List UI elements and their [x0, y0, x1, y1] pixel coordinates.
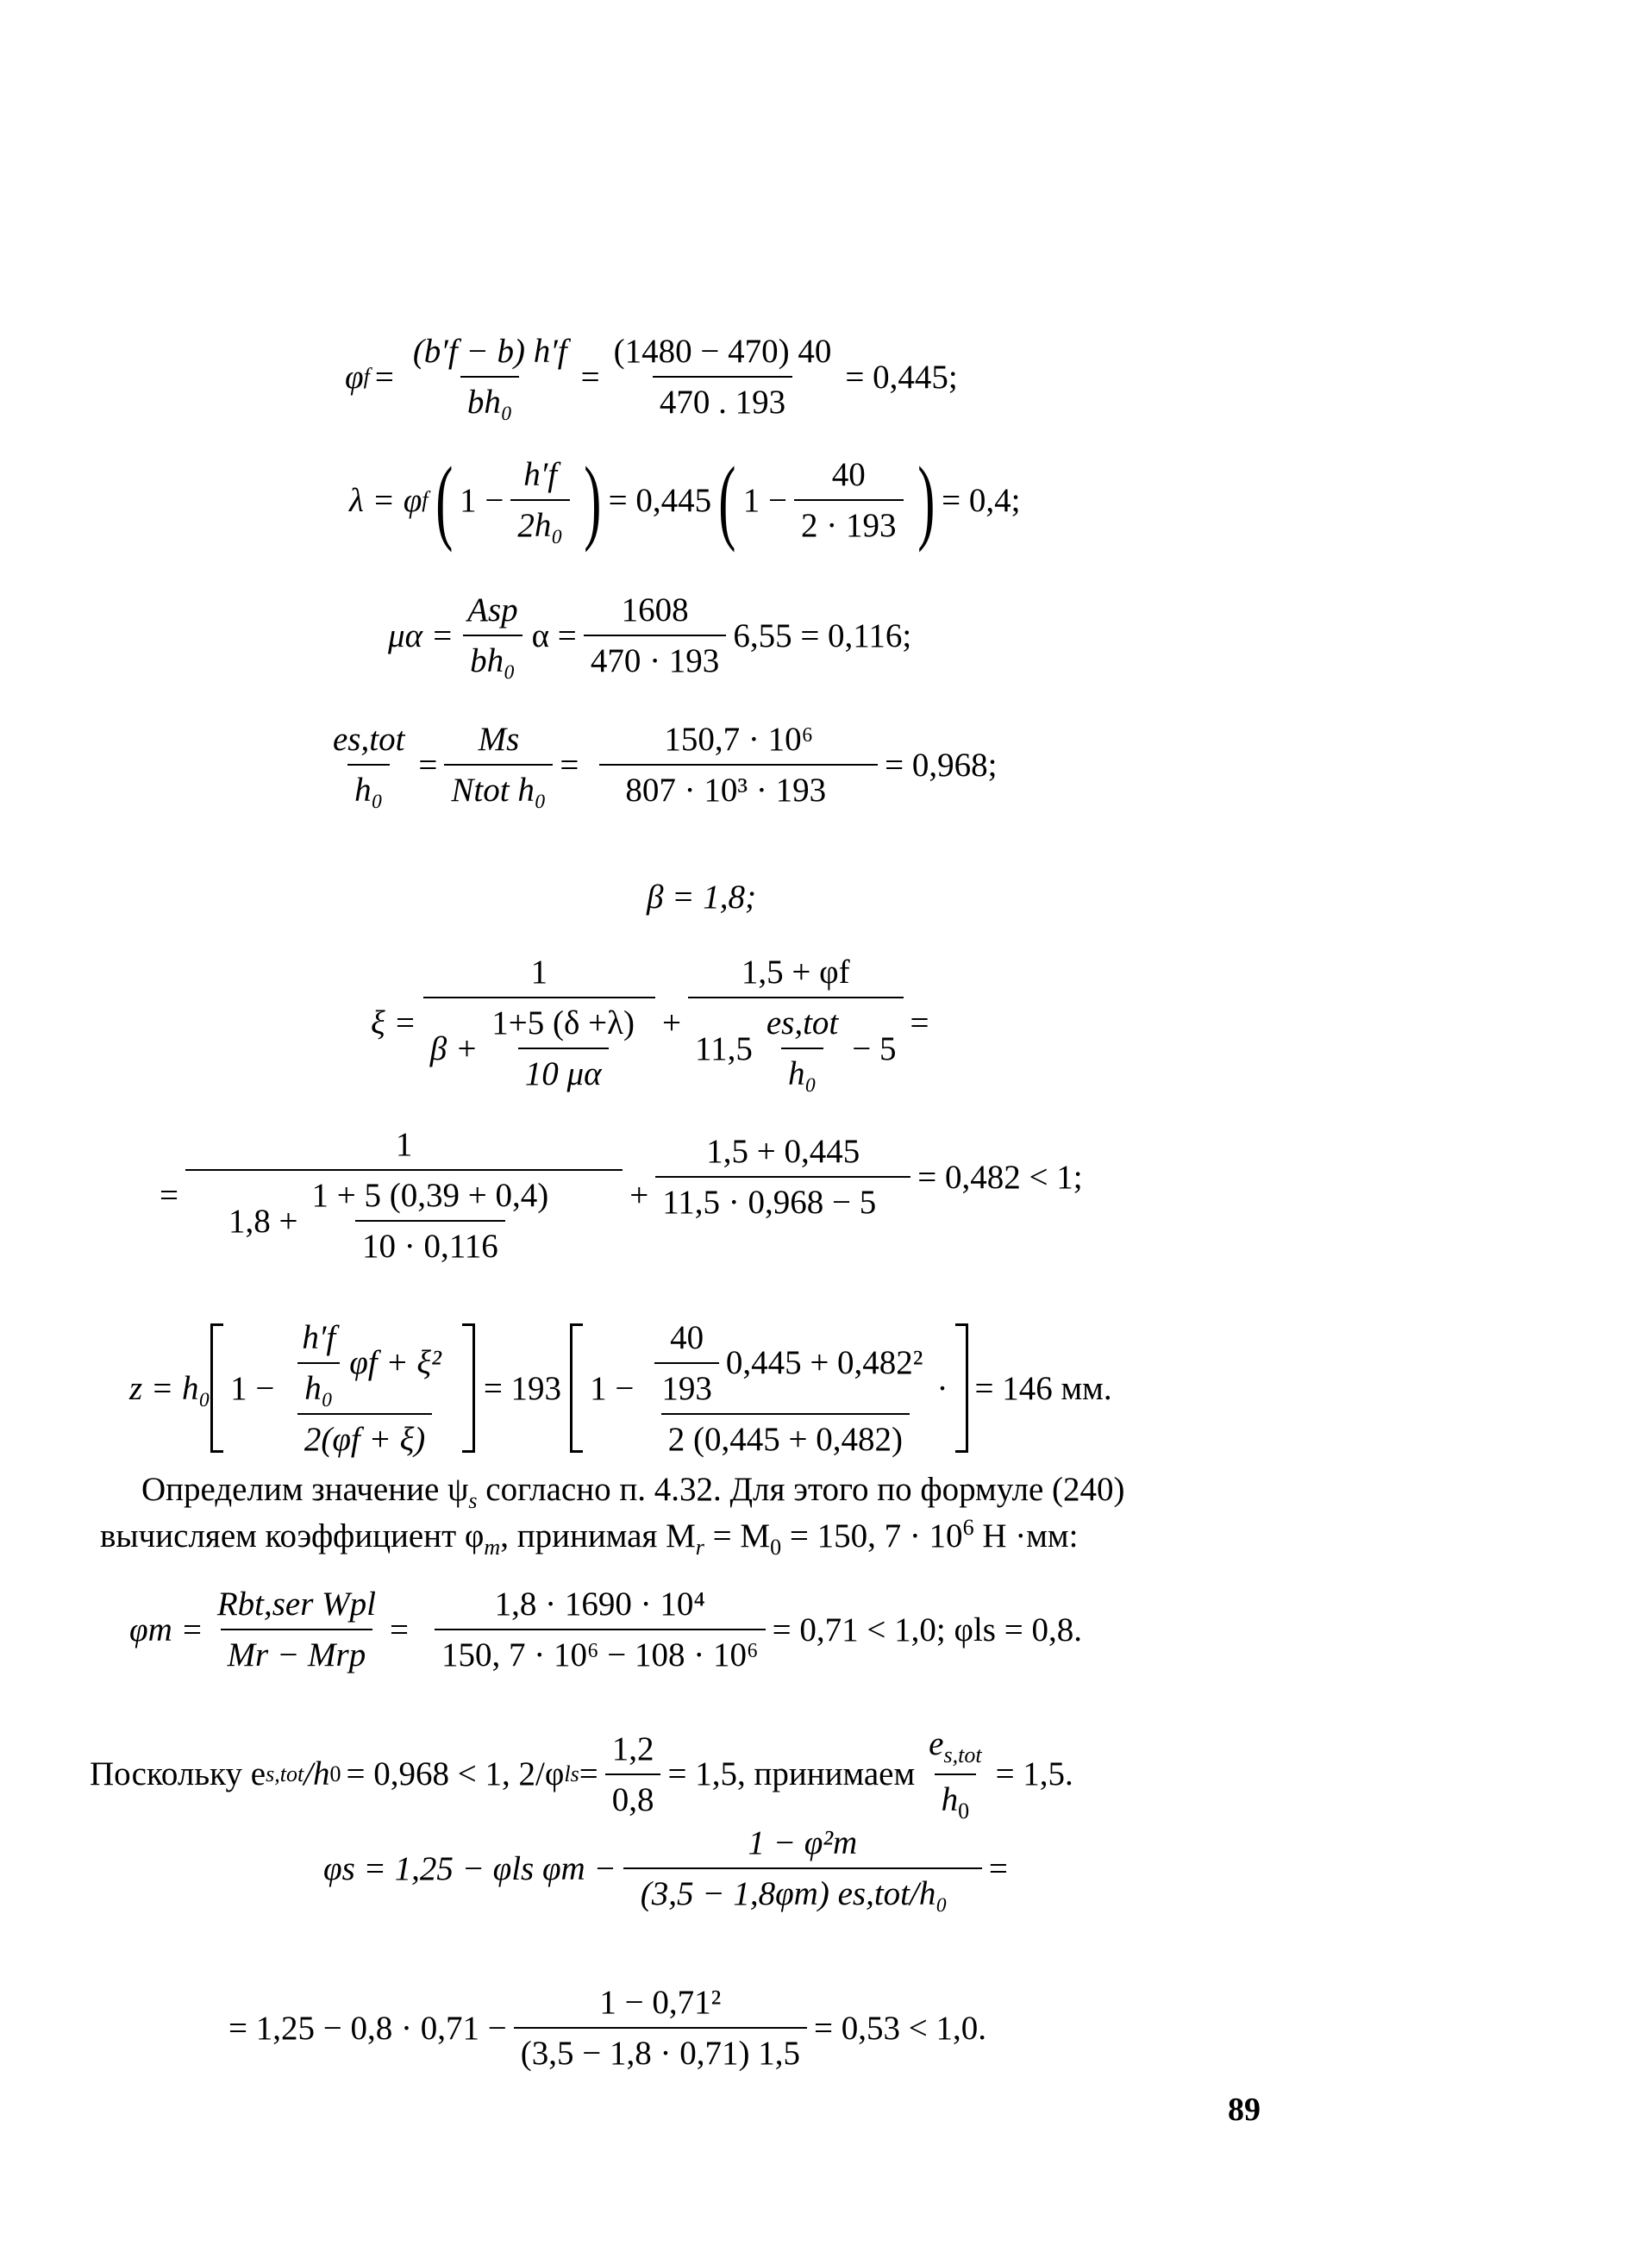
eq4-f3-num: 150,7 · 10⁶ — [664, 721, 814, 758]
eq7-plus: + — [629, 1177, 649, 1214]
eq3-f1-num: Asp — [467, 591, 518, 629]
eq4-eq2: = — [560, 746, 579, 784]
eq8-left-bracket — [210, 1323, 223, 1453]
eq4-fraction-2 — [444, 720, 553, 810]
eq2-f1-den: 2h₀ — [510, 499, 570, 545]
eq6-f1-den-a: β + — [429, 1029, 479, 1067]
para2-frac2-den-sub: 0 — [958, 1798, 970, 1823]
equation-phi-m — [129, 1585, 1082, 1674]
eq2-lhs: λ = φ — [349, 481, 422, 519]
eq7-result: = 0,482 < 1; — [917, 1159, 1083, 1196]
eq7-f1-num: 1 — [395, 1126, 413, 1163]
eq3-f2-den: 470 · 193 — [584, 635, 727, 680]
eq9-eq: = — [389, 1611, 409, 1648]
eq11-f-num: 1 − 0,71² — [599, 1984, 722, 2021]
eq2-right-paren-2: ) — [917, 447, 935, 553]
eq9-fraction-2 — [435, 1585, 766, 1674]
eq1-f2-num: (1480 − 470) 40 — [613, 333, 832, 370]
para2-sub1: s,tot — [266, 1761, 304, 1786]
eq4-eq: = — [418, 746, 438, 784]
equation-psi-s — [323, 1823, 1008, 1913]
para2-mid: /h — [303, 1755, 330, 1793]
eq1-f1-num: (b′f − b) h′f — [412, 333, 567, 370]
equation-beta — [647, 878, 756, 916]
eq1-lhs: φ — [345, 358, 364, 396]
eq8-den: 2(φf + ξ) — [297, 1413, 432, 1459]
para2-fraction — [605, 1730, 661, 1819]
para1-line2-rest2: = M — [704, 1517, 771, 1555]
eq8-num-frac-num: h′f — [302, 1318, 336, 1356]
eq6-f1-num: 1 — [530, 954, 548, 991]
eq8-dot: · — [936, 1369, 948, 1407]
eq9-f1-num: Rbt,ser Wpl — [216, 1586, 376, 1623]
equation-lambda — [349, 447, 1021, 553]
eq8-num — [281, 1318, 448, 1413]
eq3-alpha: α = — [531, 616, 577, 654]
eq8-num-rest: φf + ξ² — [349, 1344, 441, 1381]
eq4-f2-num: Ms — [478, 721, 520, 758]
para1-line2-sub2: r — [695, 1534, 704, 1560]
eq10-f-num: 1 − φ²m — [748, 1824, 858, 1861]
eq8-lhs: z = h₀ — [129, 1369, 211, 1407]
eq6-f2-num: 1,5 + φf — [741, 954, 850, 991]
eq2-mid: = 0,445 — [608, 481, 712, 519]
para2-frac-num: 1,2 — [611, 1730, 654, 1767]
eq9-fraction-1 — [210, 1585, 383, 1674]
eq7-f1-den-frac — [305, 1176, 556, 1266]
eq8-result: = 146 мм. — [974, 1369, 1112, 1407]
eq2-fraction-1 — [510, 455, 570, 545]
eq2-right-paren: ) — [584, 447, 602, 553]
para2-after: = 1,5, принимаем — [667, 1755, 916, 1793]
para2-mid2: = 0,968 < 1, 2/φ — [346, 1755, 565, 1793]
eq2-lhs-sub: f — [422, 487, 429, 512]
para2-frac2-num: e — [929, 1725, 944, 1762]
paragraph-psi-s — [100, 1470, 1281, 1561]
eq2-f2-den: 2 · 193 — [794, 499, 904, 545]
eq10-eq: = — [988, 1849, 1008, 1887]
eq8-den2: 2 (0,445 + 0,482) — [661, 1413, 910, 1459]
para1-line2-sup: 6 — [962, 1514, 974, 1540]
para2-fraction-2 — [922, 1724, 988, 1824]
eq4-result: = 0,968; — [885, 746, 998, 784]
eq6-f2-den — [688, 997, 903, 1093]
eq6-f1-den — [423, 997, 655, 1093]
eq11-result: = 0,53 < 1,0. — [813, 2009, 986, 2047]
eq3-fraction-1 — [460, 591, 525, 680]
eq4-f1-den: h₀ — [347, 764, 390, 810]
eq5-text: β = 1,8; — [647, 879, 756, 916]
eq8-num-frac-den: h₀ — [297, 1362, 340, 1408]
eq4-fraction-1 — [326, 720, 411, 810]
eq1-fraction-2 — [607, 332, 839, 422]
para1-line2: вычисляем коэффициент φ — [100, 1517, 485, 1555]
eq8-fraction-2 — [641, 1318, 929, 1459]
para1-line2-sub3: 0 — [770, 1534, 782, 1560]
eq1-eq2: = — [580, 358, 600, 396]
eq8-num2-frac — [654, 1318, 719, 1408]
eq3-result: 6,55 = 0,116; — [733, 616, 912, 654]
eq1-f2-den: 470 . 193 — [653, 376, 792, 422]
eq1-eq: = — [374, 358, 394, 396]
eq9-result: = 0,71 < 1,0; φls = 0,8. — [772, 1611, 1082, 1648]
eq6-f1-den-frac — [485, 1004, 641, 1093]
eq6-f2-den-a: 11,5 — [695, 1029, 753, 1067]
para1-line1: Определим значение ψ — [141, 1471, 469, 1508]
equation-mu-alpha — [388, 591, 911, 680]
eq2-f2-num: 40 — [831, 456, 866, 493]
eq7-lhs: = — [160, 1177, 178, 1214]
eq4-f3-den: 807 · 10³ · 193 — [599, 764, 878, 810]
eq7-fraction-2 — [655, 1132, 910, 1222]
eq7-fraction-1 — [185, 1125, 623, 1266]
eq9-f2-den: 150, 7 · 10⁶ − 108 · 10⁶ — [435, 1629, 766, 1674]
eq8-right-bracket-2 — [955, 1323, 968, 1453]
eq8-num2 — [641, 1318, 929, 1413]
para2-start: Поскольку e — [90, 1755, 266, 1793]
eq6-f2-den-b: − 5 — [852, 1029, 897, 1067]
para1-line2-rest3: = 150, 7 · 10 — [781, 1517, 963, 1555]
para2-frac-den: 0,8 — [605, 1773, 661, 1819]
para2-sub2: 0 — [329, 1761, 341, 1786]
eq3-lhs: μα = — [388, 616, 454, 654]
eq8-left-bracket-2 — [570, 1323, 583, 1453]
eq4-fraction-3 — [599, 720, 878, 810]
eq6-f2-den-den: h₀ — [781, 1048, 823, 1093]
paragraph-1-line-2 — [100, 1514, 1281, 1561]
equation-z — [129, 1318, 1112, 1458]
eq1-lhs-sub: f — [363, 364, 370, 389]
eq2-f1-num: h′f — [523, 456, 558, 493]
eq6-f2-den-num: es,tot — [766, 1004, 839, 1042]
equation-phi-f — [345, 332, 958, 422]
eq7-f1-den — [185, 1169, 623, 1266]
eq6-lhs: ξ = — [371, 1004, 416, 1042]
equation-es-tot — [319, 720, 997, 810]
eq2-one2: 1 − — [742, 481, 788, 519]
para2-sub3: ls — [564, 1761, 579, 1786]
eq6-fraction-1 — [423, 953, 655, 1093]
eq1-fraction-1 — [406, 332, 574, 422]
eq8-right-bracket — [462, 1323, 475, 1453]
para1-line1-rest: согласно п. 4.32. Для этого по формуле (240) — [477, 1471, 1125, 1508]
para2-eq: = — [579, 1755, 598, 1793]
eq7-f2-num: 1,5 + 0,445 — [706, 1133, 860, 1170]
eq6-fraction-2 — [688, 953, 903, 1093]
eq1-f1-den: bh₀ — [460, 376, 520, 422]
equation-psi-s-numeric — [228, 1983, 986, 2073]
para1-line2-sub: m — [484, 1534, 501, 1560]
eq7-f1-den-den: 10 · 0,116 — [355, 1220, 505, 1266]
eq1-result: = 0,445; — [845, 358, 958, 396]
page-number: 89 — [1228, 2092, 1261, 2128]
eq10-f-den: (3,5 − 1,8φm) es,tot/h₀ — [623, 1867, 982, 1913]
eq7-f1-den-num: 1 + 5 (0,39 + 0,4) — [311, 1177, 549, 1214]
eq8-mid: = 193 — [483, 1369, 562, 1407]
eq2-result: = 0,4; — [942, 481, 1021, 519]
eq8-num2-rest: 0,445 + 0,482² — [725, 1344, 923, 1381]
equation-xi-general — [371, 953, 929, 1093]
eq8-num-frac — [295, 1318, 342, 1408]
eq8-one: 1 − — [230, 1369, 275, 1407]
eq2-left-paren-2: ( — [718, 447, 736, 553]
eq7-f1-den-a: 1,8 + — [228, 1202, 298, 1240]
para1-line2-end: Н ·мм: — [973, 1517, 1079, 1555]
eq2-left-paren: ( — [435, 447, 453, 553]
eq10-fraction — [623, 1823, 982, 1913]
para2-end: = 1,5. — [995, 1755, 1073, 1793]
eq7-f2-den: 11,5 · 0,968 − 5 — [655, 1176, 910, 1222]
eq8-num2-frac-den: 193 — [654, 1362, 719, 1408]
eq9-f2-num: 1,8 · 1690 · 10⁴ — [494, 1586, 705, 1623]
equation-xi-numeric — [160, 1125, 1083, 1266]
eq6-f2-den-frac — [760, 1004, 845, 1093]
eq11-fraction — [514, 1983, 807, 2073]
eq8-num2-frac-num: 40 — [670, 1318, 704, 1356]
para2-frac2-den: h — [941, 1780, 959, 1818]
eq3-fraction-2 — [584, 591, 727, 680]
para1-line2-rest: , принимая M — [500, 1517, 696, 1555]
eq6-f1-den-num: 1+5 (δ +λ) — [491, 1004, 635, 1042]
para1-line1-sub: s — [468, 1487, 478, 1513]
eq6-plus: + — [662, 1004, 682, 1042]
eq9-f1-den: Mr − Mrp — [221, 1629, 373, 1674]
eq11-f-den: (3,5 − 1,8 · 0,71) 1,5 — [514, 2027, 807, 2073]
paragraph-since — [90, 1724, 1073, 1824]
eq6-f1-den-den: 10 μα — [518, 1048, 609, 1093]
eq8-one2: 1 − — [590, 1369, 635, 1407]
eq8-fraction — [281, 1318, 448, 1459]
eq6-eq: = — [910, 1004, 929, 1042]
eq3-f2-num: 1608 — [621, 591, 689, 629]
paragraph-1-line-1 — [100, 1470, 1281, 1514]
eq9-lhs: φm = — [129, 1611, 203, 1648]
eq10-lhs: φs = 1,25 − φls φm − — [323, 1849, 616, 1887]
eq2-fraction-2 — [794, 455, 904, 545]
eq2-one: 1 − — [460, 481, 504, 519]
eq4-f1-num: es,tot — [333, 721, 405, 758]
eq3-f1-den: bh₀ — [463, 635, 523, 680]
para2-frac2-num-sub: s,tot — [943, 1742, 982, 1767]
eq4-f2-den: Ntot h₀ — [444, 764, 553, 810]
eq11-lhs: = 1,25 − 0,8 · 0,71 − — [228, 2009, 507, 2047]
